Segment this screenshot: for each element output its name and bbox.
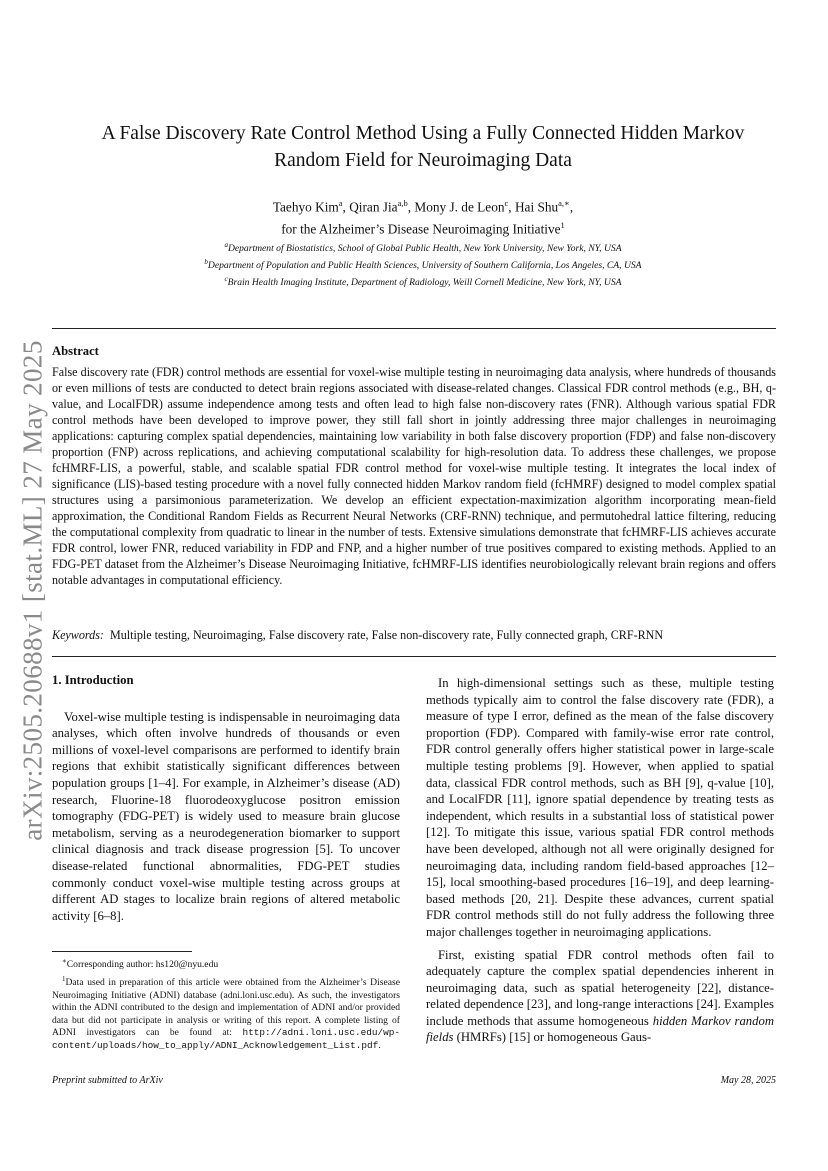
author-sup: c [504, 198, 509, 208]
arxiv-stamp [10, 330, 56, 850]
paragraph-text: (HMRFs) [15] or homogeneous Gaus- [453, 1030, 652, 1045]
footnotes [52, 955, 400, 1054]
affiliation-sup: b [204, 257, 208, 266]
emphasis: hidden Markov random fields [426, 1013, 774, 1045]
keywords-text: Multiple testing, Neuroimaging, False discovery rate, False non-discovery rate, Fully connected graph, CRF-RNN [109, 628, 664, 642]
paragraph: In high-dimensional settings such as these, multiple testing methods typically aim to control the false discovery rate (FDR), a measure of type I error, defined as the mean of the false discovery proportion (FDP). Compared with family-wise error rate control, FDR control generally offers higher statistical power in large-scale multiple testing problems [9]. However, when applied to spatial data, classical FDR control methods, such as BH [9], q-value [10], and LocalFDR [11], ignore spatial dependence by treating tests as independent, which results in a substantial loss of statistical power [12]. To mitigate this issue, various spatial FDR control methods have been developed, although not all were originally designed for neuroimaging data, including random field-based approaches [12–15], local smoothing-based procedures [16–19], and deep learning-based methods [20, 21]. Despite these advances, current spatial FDR control methods still do not fully address the following three major challenges together in neuroimaging applications. [426, 676, 774, 939]
author-name: Mony J. de Leon [414, 199, 505, 215]
consortium-name: for the Alzheimer’s Disease Neuroimaging Initiative [281, 221, 561, 237]
author-sup: a [338, 198, 343, 208]
abstract-heading: Abstract [52, 344, 99, 358]
author-list: Taehyo Kim$^a$, Qiran Jia$^{a,b}$, Mony J. de Leon$^c$, Hai Shu$^{a,∗}$, [272, 198, 574, 215]
footnote-url[interactable]: http://adni.loni.usc.edu/wp-content/uploads/how_to_apply/ADNI_Acknowledgement_List.pdf [52, 1027, 400, 1051]
affiliation-text: Brain Health Imaging Institute, Department of Radiology, Weill Cornell Medicine, New York, NY, USA [227, 276, 622, 288]
abstract-text: False discovery rate (FDR) control methods are essential for voxel-wise multiple testing in neuroimaging data analysis, where hundreds of thousands or even millions of tests are conducted to detect brain regions associated with disease-related changes. Classical FDR control methods (e.g., BH, q-value, and LocalFDR) assume independence among tests and often lead to high false non-discovery rates (FNR). Although various spatial FDR control methods have been developed to improve power, they still fall short in jointly addressing three major challenges in neuroimaging applications: capturing complex spatial dependencies, maintaining low variability in both false discovery proportion (FDP) and false non-discovery proportion (FNP) across replications, and achieving computational scalability for high-resolution data. To address these challenges, we propose fcHMRF-LIS, a powerful, stable, and scalable spatial FDR control method for voxel-wise multiple testing. It integrates the local index of significance (LIS)-based testing procedure with a novel fully connected hidden Markov random field (fcHMRF) designed to model complex spatial structures using a parsimonious parameterization. We develop an efficient expectation-maximization algorithm incorporating mean-field approximation, the Conditional Random Fields as Recurrent Neural Networks (CRF-RNN) technique, and permutohedral lattice filtering, reducing the computational complexity from quadratic to linear in the number of tests. Extensive simulations demonstrate that fcHMRF-LIS achieves accurate FDR control, lower FNR, reduced variability in FDP and FNP, and a higher number of true positives compared to existing methods. Applied to an FDG-PET dataset from the Alzheimer’s Disease Neuroimaging Initiative, fcHMRF-LIS identifies neurobiologically relevant brain regions and offers notable advantages in computational efficiency. [52, 365, 776, 587]
affiliation-text: Department of Biostatistics, School of Global Public Health, New York University, New York, NY, USA [227, 243, 622, 255]
paper-title [80, 120, 766, 174]
footnote-mark: 1 [62, 974, 66, 983]
affiliation [80, 256, 766, 273]
consortium-line [80, 216, 766, 238]
author-name: Qiran Jia [349, 199, 398, 215]
paragraph-text: First, existing spatial FDR control methods often fail to adequately capture the complex spatial dependencies inherent in neuroimaging data, such as spatial heterogeneity [22], distance-related dependence [23], and long-range interactions [24]. Examples include methods that assume homogeneous [426, 947, 774, 1028]
paragraph: Voxel-wise multiple testing is indispensable in neuroimaging data analyses, which often involve hundreds of thousands or even millions of voxel-level comparisons are performed to identify brain regions that exhibit statistically significant differences between population groups [1–4]. For example, in Alzheimer’s disease (AD) research, Fluorine-18 fluorodeoxyglucose positron emission tomography (FDG-PET) is widely used to measure brain glucose metabolism, serving as a neurodegeneration biomarker to support clinical diagnosis and track disease progression [5]. To uncover disease-related functional abnormalities, FDG-PET studies commonly conduct voxel-wise multiple testing across groups at different AD stages to localize brain regions of altered metabolic activity [6–8]. [52, 709, 400, 923]
author-name: Taehyo Kim [272, 199, 339, 215]
abstract-bottom-rule [52, 656, 776, 657]
footnote-rule [52, 951, 192, 952]
affiliation-text: Department of Population and Public Health Sciences, University of Southern California, Los Angeles, CA, USA [207, 259, 642, 271]
footer-preprint-note: Preprint submitted to ArXiv [52, 1075, 163, 1086]
footnote [52, 973, 400, 1053]
footnote-text: . [378, 1039, 381, 1051]
affiliation [80, 273, 766, 290]
right-column [426, 675, 774, 1052]
affiliation-sup: c [224, 274, 228, 283]
consortium-sup: 1 [560, 220, 565, 231]
author-sup: a,b [397, 198, 408, 208]
footnote-mark: ∗ [62, 957, 67, 965]
paragraph [426, 947, 774, 1047]
section-heading: 1. Introduction [52, 673, 134, 687]
arxiv-stamp-text: arXiv:2505.20688v1 [stat.ML] 27 May 2025 [17, 339, 48, 841]
title-line-2: Random Field for Neuroimaging Data [274, 150, 572, 171]
abstract-top-rule [52, 328, 776, 329]
affiliations [80, 239, 766, 289]
affiliation-sup: a [224, 241, 228, 249]
author-sup: a,∗ [558, 198, 570, 208]
left-column [52, 672, 400, 930]
keywords [52, 627, 776, 643]
affiliation [80, 239, 766, 256]
title-line-1: A False Discovery Rate Control Method Using a Fully Connected Hidden Markov [101, 123, 745, 144]
footnote [52, 955, 400, 972]
author-name: Hai Shu [514, 199, 559, 215]
footnote-text: Corresponding author: hs120@nyu.edu [66, 959, 219, 971]
footer-date: May 28, 2025 [720, 1075, 776, 1086]
footnote-text: Data used in preparation of this article were obtained from the Alzheimer’s Disease Neuroimaging Initiative (ADNI) database (adni.loni.usc.edu). As such, the investigators within the ADNI contributed to the design and implementation of ADNI and/or provided data but did not participate in analysis or writing of this report. A complete listing of ADNI investigators can be found at: [52, 976, 400, 1039]
keywords-label: Keywords: [52, 628, 104, 642]
author-block [80, 194, 766, 239]
